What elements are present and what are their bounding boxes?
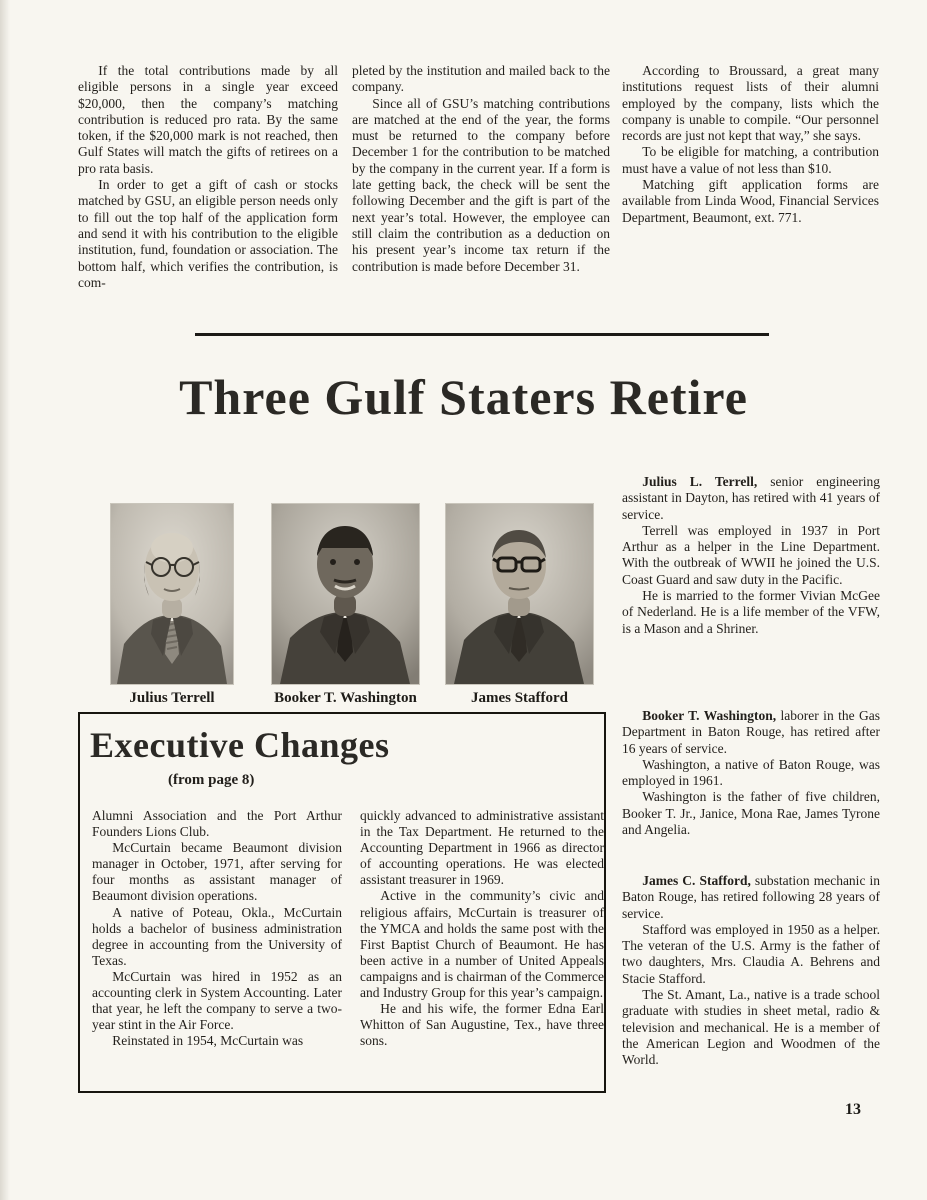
executive-changes-title: Executive Changes xyxy=(90,725,390,765)
paragraph: To be eligible for matching, a contribution must have a value of not less than $10. xyxy=(622,144,879,176)
bio-lead-name: James C. Stafford, xyxy=(642,873,751,888)
paragraph: Julius L. Terrell, senior engineering assistant in Dayton, has retired with 41 years of service. xyxy=(622,474,880,522)
bio-booker-t-washington xyxy=(622,708,880,838)
bio-julius-terrell xyxy=(622,474,880,637)
photo-caption-julius-terrell: Julius Terrell xyxy=(129,690,215,706)
paragraph: Matching gift application forms are available from Linda Wood, Financial Services Department, Beaumont, ext. 771. xyxy=(622,177,879,225)
paragraph: McCurtain was hired in 1952 as an accounting clerk in System Accounting. Later that year, he left the company to serve a two-year stint in the Air Force. xyxy=(92,968,342,1033)
bio-lead-name: Julius L. Terrell, xyxy=(642,474,758,489)
paragraph: Booker T. Washington, laborer in the Gas Department in Baton Rouge, has retired after 16 years of service. xyxy=(622,708,881,756)
paragraph: Washington is the father of five children, Booker T. Jr., Janice, Mona Rae, James Tyrone and Angelia. xyxy=(622,789,880,838)
paragraph: If the total contributions made by all eligible persons in a single year exceed $20,000, then the company’s matching contribution is reduced pro rata. By the same token, if the $20,000 mark is not reached, then Gulf States will match the gifts of retirees on a pro rata basis. xyxy=(78,63,338,176)
article-column-2 xyxy=(352,63,610,275)
paragraph: A native of Poteau, Okla., McCurtain holds a bachelor of business administration degree in accounting from the University of Texas. xyxy=(92,904,342,968)
section-divider-rule xyxy=(195,333,769,336)
executive-changes-subtitle: (from page 8) xyxy=(168,772,255,788)
portrait-photo-julius-terrell xyxy=(111,504,233,684)
paragraph: quickly advanced to administrative assistant in the Tax Department. He returned to the Accounting Department in 1966 as director of accounting operations. He was elected assistant treasurer in 1969. xyxy=(360,808,604,888)
headline: Three Gulf Staters Retire xyxy=(179,369,748,425)
bio-lead-name: Booker T. Washington, xyxy=(642,708,777,723)
executive-changes-column-2 xyxy=(360,808,604,1049)
paragraph: The St. Amant, La., native is a trade school graduate with studies in sheet metal, radio & television and mechanical. He is a member of the American Legion and Woodmen of the World. xyxy=(622,987,880,1068)
paragraph: According to Broussard, a great many institutions request lists of their alumni employed by the company, lists which the company is unable to compile. “Our personnel records are just not kept that way,” she says. xyxy=(622,63,879,144)
executive-changes-box xyxy=(78,712,606,1093)
paragraph: Terrell was employed in 1937 in Port Arthur as a helper in the Line Department. With the outbreak of WWII he joined the U.S. Coast Guard and saw duty in the Pacific. xyxy=(622,522,880,587)
paragraph: Alumni Association and the Port Arthur Founders Lions Club. xyxy=(92,808,342,840)
photo-caption-james-stafford: James Stafford xyxy=(470,690,569,706)
photo-caption-booker-t-washington: Booker T. Washington xyxy=(274,690,417,706)
paragraph: Active in the community’s civic and religious affairs, McCurtain is treasurer of the YMCA and holds the same post with the First Baptist Church of Beaumont. He has been active in a number of United Appeals campaigns and is chairman of the Commerce and Industry Group for this year’s campaign. xyxy=(360,888,604,1001)
paragraph: He is married to the former Vivian McGee of Nederland. He is a life member of the VFW, is a Mason and a Shriner. xyxy=(622,588,880,636)
article-column-1 xyxy=(78,63,338,291)
paragraph: James C. Stafford, substation mechanic in Baton Rouge, has retired following 28 years of service. xyxy=(622,873,880,921)
paragraph: pleted by the institution and mailed back to the company. xyxy=(352,63,610,95)
executive-changes-column-1 xyxy=(92,808,342,1049)
article-column-3 xyxy=(622,63,879,226)
scan-edge-artifact xyxy=(0,0,10,1200)
portrait-photo-booker-t-washington xyxy=(272,504,419,684)
paragraph: Stafford was employed in 1950 as a helper. The veteran of the U.S. Army is the father of two daughters, Mrs. Claudia A. Behrens and Stacie Stafford. xyxy=(622,921,880,986)
bio-james-stafford xyxy=(622,873,880,1069)
paragraph: McCurtain became Beaumont division manager in October, 1971, after serving for four months as assistant manager of Beaumont division operations. xyxy=(92,840,342,904)
paragraph: Since all of GSU’s matching contributions are matched at the end of the year, the forms must be returned to the company before December 1 for the contribution to be matched by the company in the current year. If a form is late getting back, the check will be sent the following December and the gift is part of the next year’s total. However, the employee can still claim the contribution as a deduction on his present year’s income tax return if the contribution is made before December 31. xyxy=(352,95,610,274)
portrait-photo-james-stafford xyxy=(446,504,593,684)
paragraph: He and his wife, the former Edna Earl Whitton of San Augustine, Tex., have three sons. xyxy=(360,1001,604,1049)
paragraph: Washington, a native of Baton Rouge, was employed in 1961. xyxy=(622,756,880,789)
paragraph: Reinstated in 1954, McCurtain was xyxy=(112,1033,304,1049)
page-number: 13 xyxy=(845,1101,861,1118)
paragraph: In order to get a gift of cash or stocks matched by GSU, an eligible person needs only to fill out the top half of the application form and send it with his contribution to the eligible institution, fund, foundation or association. The bottom half, which verifies the contribution, is com- xyxy=(78,177,338,290)
